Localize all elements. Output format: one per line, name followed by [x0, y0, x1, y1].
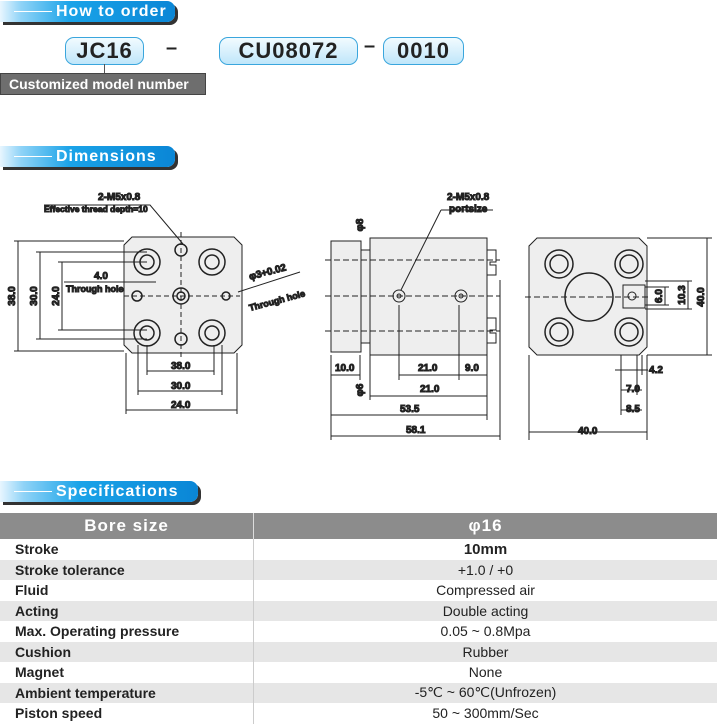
dim-label: 24.0 — [171, 400, 191, 411]
spec-value: Rubber — [254, 642, 717, 663]
spec-label: Stroke tolerance — [0, 560, 254, 581]
header-bore-value: φ16 — [254, 513, 717, 539]
dim-label: 53.5 — [400, 404, 420, 415]
spec-value: 0.05 ~ 0.8Mpa — [254, 621, 717, 642]
stroke-code-box: 0010 — [383, 37, 464, 65]
spec-label: Piston speed — [15, 705, 103, 722]
specifications-table — [0, 513, 717, 724]
spec-value: Compressed air — [254, 580, 717, 601]
section-header-dimensions: Dimensions — [0, 146, 175, 167]
table-row — [0, 662, 717, 683]
dim-label: 38.0 — [7, 286, 18, 306]
spec-label: Max. Operating pressure — [15, 623, 180, 640]
dim-label: 40.0 — [578, 426, 598, 437]
table-row — [0, 539, 717, 560]
dim-label: 9.0 — [465, 363, 479, 374]
spec-value: +1.0 / +0 — [254, 560, 717, 581]
spec-value: 50 ~ 300mm/Sec — [254, 703, 717, 724]
dim-label: 58.1 — [406, 425, 426, 436]
spec-value: -5℃ ~ 60℃(Unfrozen) — [254, 683, 717, 704]
dim-label: 21.0 — [420, 384, 440, 395]
spec-value: None — [254, 662, 717, 683]
dim-label: 6.0 — [654, 289, 665, 303]
dim-label: 30.0 — [29, 286, 40, 306]
spec-label: Cushion — [0, 642, 254, 663]
spec-value: 10mm — [254, 539, 717, 560]
dim-label: 21.0 — [418, 363, 438, 374]
dim-label: 8.5 — [626, 404, 640, 415]
table-row — [0, 621, 717, 642]
model-series-box: JC16 — [65, 37, 144, 65]
port-label: 2-M5x0.8 — [447, 192, 490, 203]
dim-label: 4.2 — [649, 365, 663, 376]
dim-label: 7.0 — [626, 384, 640, 395]
table-row — [0, 642, 717, 663]
table-row — [0, 601, 717, 622]
header-bore-size: Bore size — [0, 513, 254, 539]
end-view — [525, 238, 712, 440]
series-label: Customized model number — [0, 73, 206, 95]
spec-label: Ambient temperature — [0, 683, 254, 704]
table-header — [0, 513, 717, 539]
table-row — [0, 703, 717, 724]
table-row — [0, 580, 717, 601]
thread-label: 2-M5x0.8 — [98, 192, 141, 203]
dim-label: 40.0 — [696, 287, 707, 307]
dim-label: 38.0 — [171, 361, 191, 372]
model-code-box: CU08072 — [219, 37, 358, 65]
spec-label: Magnet — [15, 664, 64, 681]
section-header-how-to-order: How to order — [0, 1, 175, 22]
pin-through-label: Through hole — [247, 288, 307, 313]
dim-label: 24.0 — [51, 286, 62, 306]
spec-label: Stroke — [15, 541, 59, 558]
spec-label: Fluid — [15, 582, 49, 599]
side-view — [325, 192, 500, 440]
table-row — [0, 683, 717, 704]
dim-label: 30.0 — [171, 381, 191, 392]
rod-diameter-label: φ8 — [355, 218, 366, 232]
through-hole-label: Through hole — [66, 284, 124, 294]
dim-label: 4.0 — [94, 271, 108, 282]
rod-diameter-label: φ6 — [355, 383, 366, 397]
port-note: portsize — [449, 204, 488, 215]
table-row — [0, 560, 717, 581]
thread-depth-label: Effective thread depth=10 — [44, 204, 148, 214]
front-view — [7, 192, 306, 414]
dim-label: 10.3 — [677, 285, 688, 305]
spec-label: Acting — [0, 601, 254, 622]
separator: – — [364, 35, 376, 57]
separator: – — [166, 37, 178, 59]
section-header-specifications: Specifications — [0, 481, 198, 502]
pin-hole-label: φ3+0.02 — [247, 262, 288, 283]
dim-label: 10.0 — [335, 363, 355, 374]
spec-value: Double acting — [254, 601, 717, 622]
